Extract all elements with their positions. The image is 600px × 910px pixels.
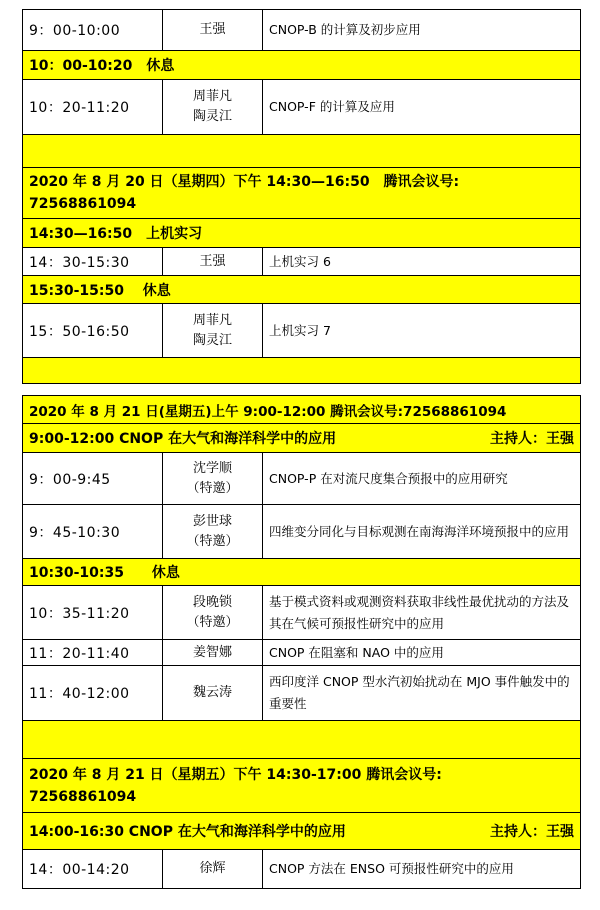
- table-row: [23, 666, 581, 721]
- section-header: [23, 813, 581, 850]
- session-time: 14：00-14:20: [23, 850, 163, 889]
- session-date-meeting: 2020 年 8 月 21 日(星期五)上午 9:00-12:00 腾讯会议号:72568861094: [23, 396, 581, 424]
- session-time: 10：35-11:20: [23, 586, 163, 640]
- speaker-name: 周菲凡 陶灵江: [163, 304, 263, 358]
- table-row: [23, 640, 581, 666]
- speaker-name: 王强: [163, 248, 263, 276]
- table-row: [23, 248, 581, 276]
- table-row: [23, 586, 581, 640]
- chair-name: 主持人：王强: [490, 824, 575, 840]
- talk-topic: CNOP-F 的计算及应用: [263, 80, 581, 135]
- talk-topic: CNOP-B 的计算及初步应用: [263, 10, 581, 51]
- talk-topic: CNOP-P 在对流尺度集合预报中的应用研究: [263, 453, 581, 505]
- speaker-name: 周菲凡 陶灵江: [163, 80, 263, 135]
- session-header: [23, 396, 581, 424]
- speaker-name: 王强: [163, 10, 263, 51]
- section-header: [23, 219, 581, 248]
- break-label: 10：00-10:20 休息: [23, 51, 581, 80]
- session-time: 10：20-11:20: [23, 80, 163, 135]
- section-title: 14:00-16:30 CNOP 在大气和海洋科学中的应用: [29, 824, 346, 840]
- speaker-name: 沈学顺 （特邀）: [163, 453, 263, 505]
- session-date-meeting: 2020 年 8 月 20 日（星期四）下午 14:30—16:50 腾讯会议号:: [29, 174, 460, 190]
- table-row: [23, 505, 581, 559]
- session-header: [23, 168, 581, 219]
- table-row: [23, 10, 581, 51]
- talk-topic: 基于模式资料或观测资料获取非线性最优扰动的方法及其在气候可预报性研究中的应用: [263, 586, 581, 640]
- speaker-name: 姜智娜: [163, 640, 263, 666]
- break-row: [23, 276, 581, 304]
- blank-row: [23, 721, 581, 759]
- session-time: 15：50-16:50: [23, 304, 163, 358]
- speaker-name: 段晚锁 （特邀）: [163, 586, 263, 640]
- session-header: [23, 759, 581, 813]
- speaker-name: 彭世球 （特邀）: [163, 505, 263, 559]
- session-date-meeting: 2020 年 8 月 21 日（星期五）下午 14:30-17:00 腾讯会议号:: [29, 766, 442, 783]
- session-time: 11：20-11:40: [23, 640, 163, 666]
- blank-row: [23, 135, 581, 168]
- break-row: [23, 51, 581, 80]
- table-row: [23, 850, 581, 889]
- section-title: 9:00-12:00 CNOP 在大气和海洋科学中的应用: [29, 431, 337, 447]
- talk-topic: 四维变分同化与目标观测在南海海洋环境预报中的应用: [263, 505, 581, 559]
- table-row: [23, 304, 581, 358]
- speaker-name: 徐辉: [163, 850, 263, 889]
- speaker-name: 魏云涛: [163, 666, 263, 721]
- talk-topic: 西印度洋 CNOP 型水汽初始扰动在 MJO 事件触发中的重要性: [263, 666, 581, 721]
- session-time: 9：45-10:30: [23, 505, 163, 559]
- session-time: 14：30-15:30: [23, 248, 163, 276]
- break-row: [23, 559, 581, 586]
- blank-row: [23, 358, 581, 384]
- chair-name: 主持人：王强: [490, 431, 575, 447]
- meeting-id: 72568861094: [29, 788, 137, 805]
- section-title: 14:30—16:50 上机实习: [23, 219, 581, 248]
- talk-topic: CNOP 在阻塞和 NAO 中的应用: [263, 640, 581, 666]
- break-label: 15:30-15:50 休息: [23, 276, 581, 304]
- talk-topic: 上机实习 7: [263, 304, 581, 358]
- session-time: 9：00-9:45: [23, 453, 163, 505]
- session-time: 11：40-12:00: [23, 666, 163, 721]
- table-row: [23, 80, 581, 135]
- meeting-id: 72568861094: [29, 196, 137, 212]
- talk-topic: CNOP 方法在 ENSO 可预报性研究中的应用: [263, 850, 581, 889]
- section-header: [23, 424, 581, 453]
- schedule-table-aug21: [22, 395, 581, 889]
- session-time: 9：00-10:00: [23, 10, 163, 51]
- break-label: 10:30-10:35 休息: [23, 559, 581, 586]
- talk-topic: 上机实习 6: [263, 248, 581, 276]
- table-row: [23, 453, 581, 505]
- schedule-table-aug20: [22, 9, 581, 384]
